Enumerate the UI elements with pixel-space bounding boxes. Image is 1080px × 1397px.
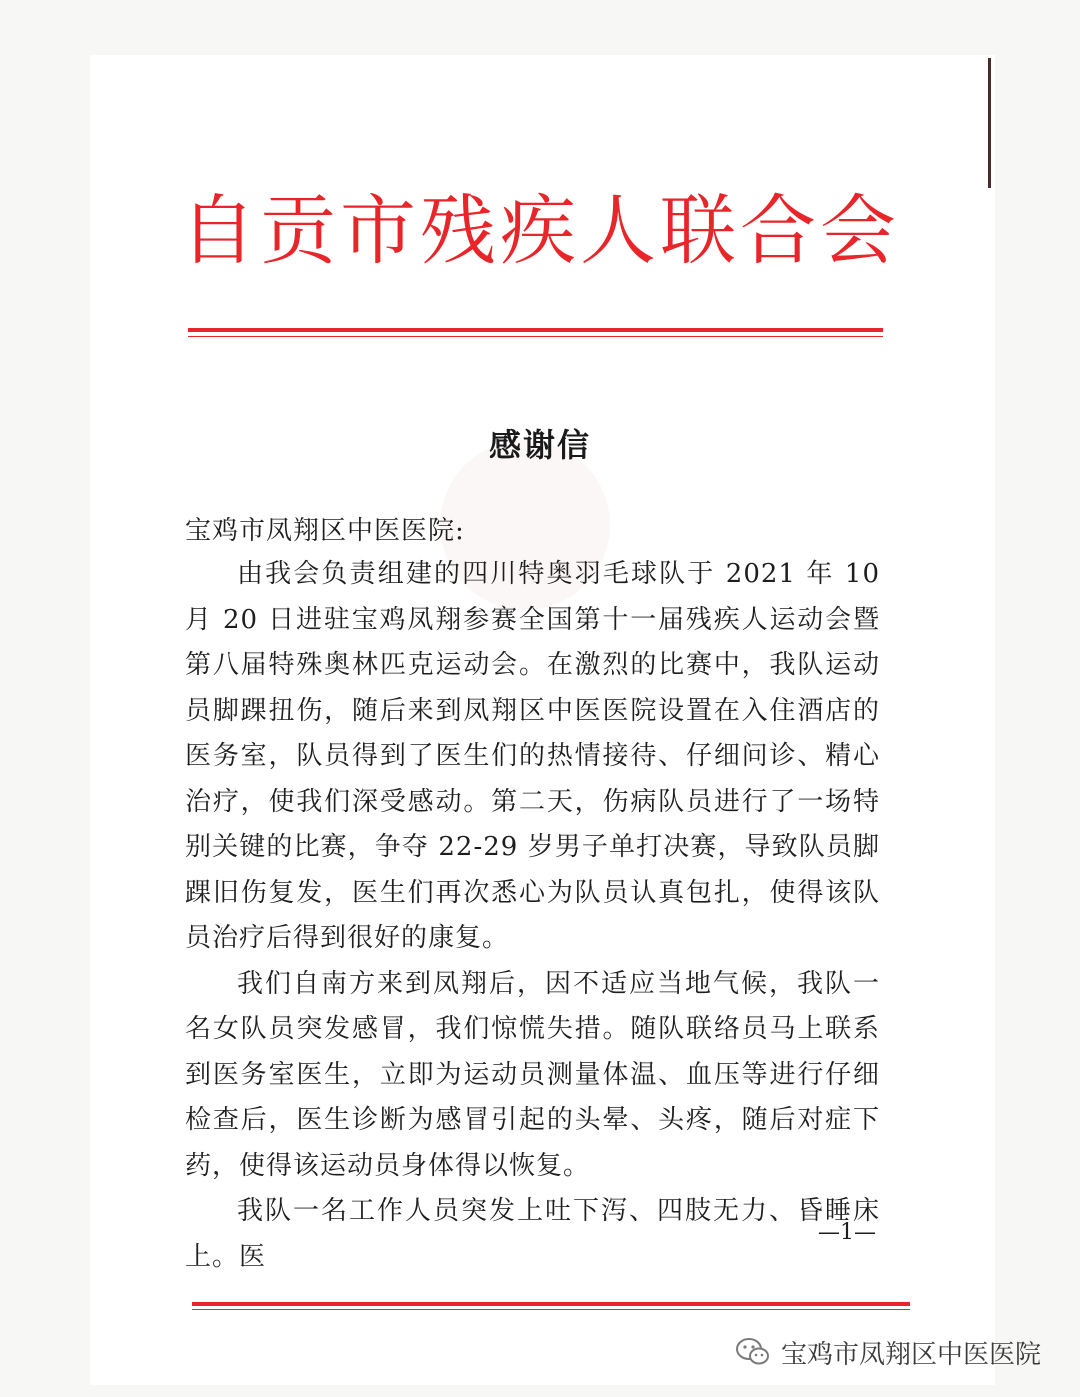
letter-title: 感谢信 (488, 426, 591, 464)
organization-letterhead: 自贡市残疾人联合会 (180, 186, 900, 275)
letterhead-rule-thick (188, 328, 883, 332)
wechat-icon (735, 1337, 771, 1367)
letterhead-rule-thin (188, 336, 883, 337)
page-number: —1— (818, 1220, 876, 1245)
footer-rule-thick (192, 1302, 910, 1306)
paragraph: 我们自南方来到凤翔后，因不适应当地气候，我队一名女队员突发感冒，我们惊慌失措。随队联络员马上联系到医务室医生，立即为运动员测量体温、血压等进行仔细检查后，医生诊断为感冒引起的头晕、头疼，随后对症下药，使得该运动员身体得以恢复。 (185, 968, 880, 1181)
scan-edge-mark (988, 58, 991, 188)
account-watermark (735, 1332, 1041, 1372)
paragraph: 由我会负责组建的四川特奥羽毛球队于 2021 年 10 月 20 日进驻宝鸡凤翔参赛全国第十一届残疾人运动会暨第八届特殊奥林匹克运动会。在激烈的比赛中，我队运动员脚踝扭伤，随后来到凤翔区中医医院设置在入住酒店的医务室，队员得到了医生们的热情接待、仔细问诊、精心治疗，使我们深受感动。第二天，伤病队员进行了一场特别关键的比赛，争夺 22-29 岁男子单打决赛，导致队员脚踝旧伤复发，医生们再次悉心为队员认真包扎，使得该队员治疗后得到很好的康复。 (185, 559, 880, 953)
paragraph: 我队一名工作人员突发上吐下泻、四肢无力、昏睡床上。医 (185, 1196, 880, 1272)
salutation: 宝鸡市凤翔区中医医院: (185, 516, 465, 546)
letter-body (185, 552, 880, 1280)
footer-rule-thin (192, 1309, 910, 1310)
watermark-text: 宝鸡市凤翔区中医医院 (781, 1339, 1042, 1370)
